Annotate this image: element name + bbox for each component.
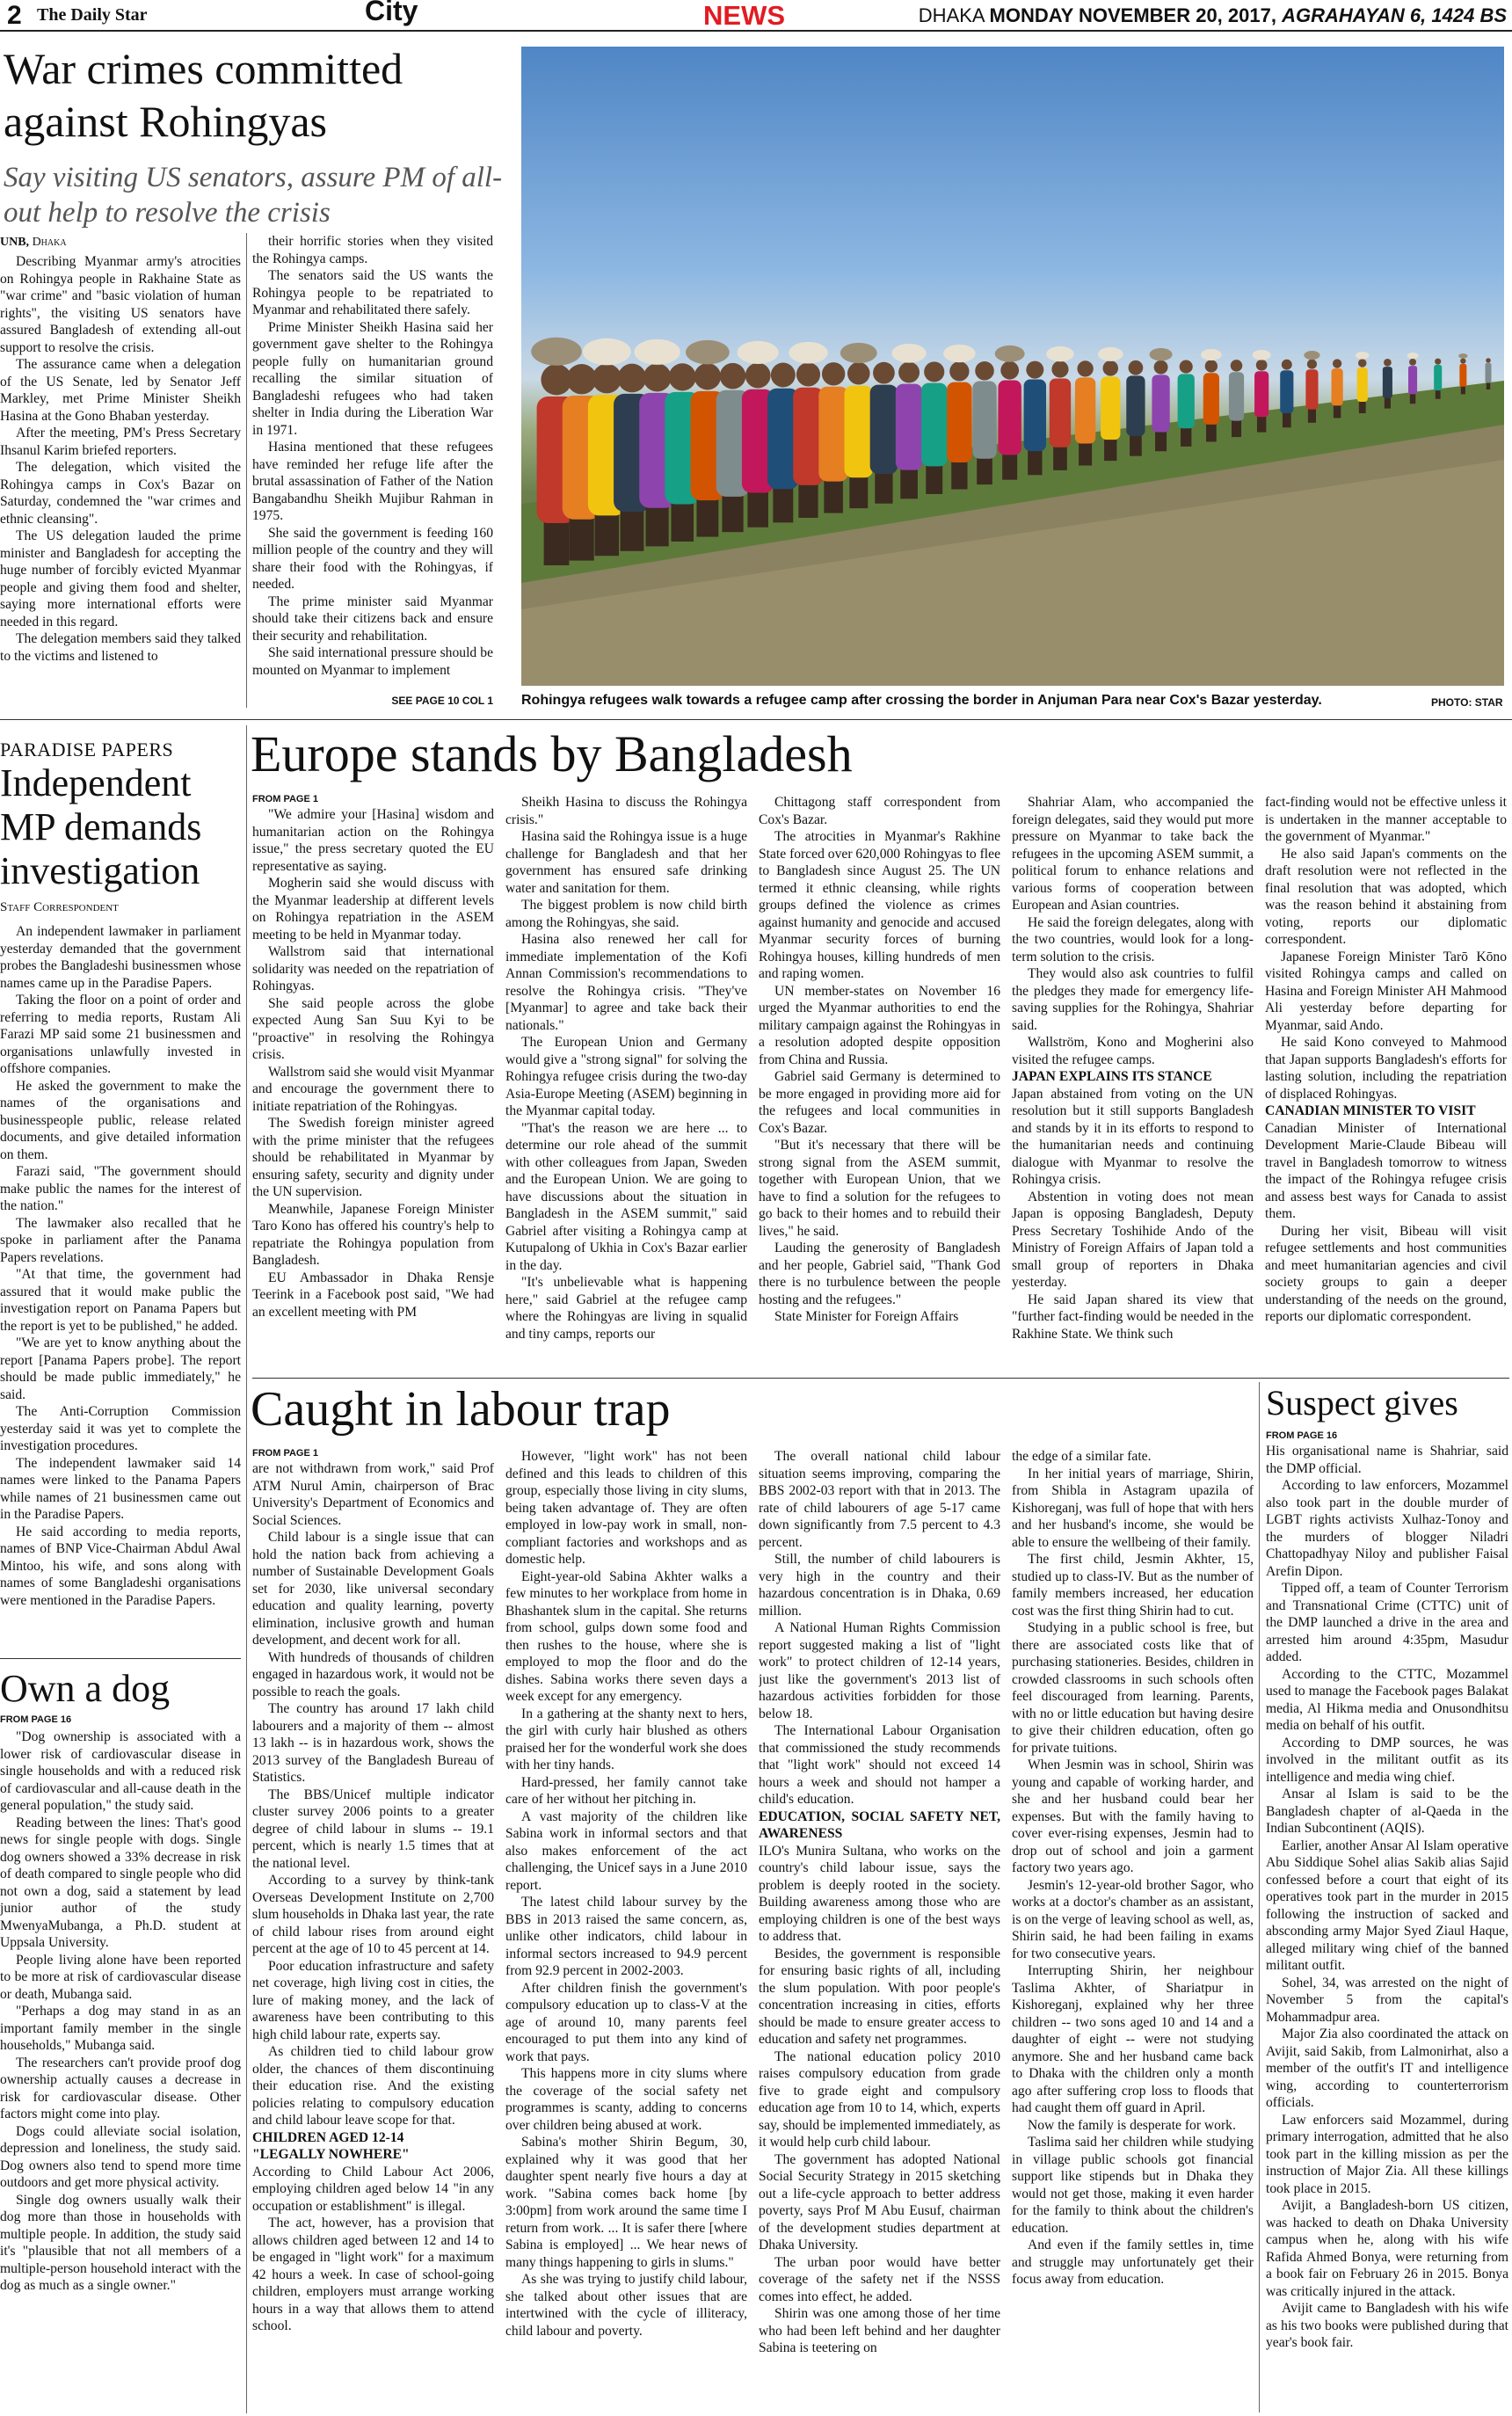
paragraph: "Perhaps a dog may stand in as an important family member in the single households," Mubanga said. — [0, 2004, 241, 2053]
europe-column-5-part-a — [1265, 794, 1507, 1102]
labour-column-1 — [252, 1460, 494, 2413]
paragraph: People living alone have been reported to be more at risk of cardiovascular disease or death, Mubanga said. — [0, 1952, 241, 2002]
dateline-date: MONDAY NOVEMBER 20, 2017, — [989, 4, 1283, 26]
paragraph: According to a survey by think-tank Overseas Development Institute on 2,700 slum households in Dhaka last year, the rate of child labour rises from around eight percent at the age of 10 to 45 percent at 14. — [252, 1873, 494, 1956]
paragraph: The atrocities in Myanmar's Rakhine State forced over 620,000 Rohingyas to flee to Bangladesh since August 25. The UN termed it ethnic cleansing, while rights groups defined the violence as crimes against humanity and genocide and accused Myanmar security forces of burning Rohingya houses, killing hundreds of men and raping women. — [759, 829, 1000, 981]
paragraph: Sheikh Hasina to discuss the Rohingya crisis." — [505, 795, 747, 827]
paragraph: Jesmin's 12-year-old brother Sagor, who works at a doctor's chamber as an assistant, is on the verge of leaving school as well, as, Shirin said, he had been failing in exams for two consecutive years. — [1012, 1877, 1254, 1961]
paragraph: Hasina said the Rohingya issue is a huge challenge for Bangladesh and that her government has ensured safe drinking water and sanitation for them. — [505, 829, 747, 896]
dog-jump-from: FROM PAGE 16 — [0, 1714, 72, 1725]
mp-byline: Staff Correspondent — [0, 900, 119, 914]
paragraph: Now the family is desperate for work. — [1028, 2117, 1236, 2133]
paragraph: Shirin was one among those of her time who had been left behind and her daughter Sabina is teetering on — [759, 2306, 1000, 2355]
paragraph: A National Human Rights Commission report suggested making a list of "light work" to protect children of 12-14 years, just like the government's 2013 list of hazardous activities forbidden for those below 18. — [759, 1620, 1000, 1721]
paragraph: When Jesmin was in school, Shirin was young and capable of working harder, and she and her husband could bear her expenses. But with the family having to cover ever-rising expenses, Jesmin had to drop out of school and join a garment factory two years ago. — [1012, 1757, 1254, 1875]
paragraph: Farazi said, "The government should make public the names for the interest of the nation." — [0, 1164, 241, 1213]
paragraph: The European Union and Germany would give a "strong signal" for solving the Rohingya refugee crisis during the two-day Asia-Europe Meeting (ASEM) beginning in the Myanmar capital today. — [505, 1035, 747, 1118]
paragraph: The country has around 17 lakh child labourers and a majority of them -- almost 13 lakh -- is in hazardous work, shows the 2013 survey of the Bangladesh Bureau of Statistics. — [252, 1701, 494, 1785]
paragraph: Japan abstained from voting on the UN resolution but it still supports Bangladesh and stands by it in its efforts to respond to the humanitarian needs and continuing dialogue with Myanmar to resolve the Rohingya crisis. — [1012, 1086, 1254, 1187]
paragraph: Single dog owners usually walk their dog more than those in households with multiple people. In addition, the study said it's "plausible that not all members of a multiple-person household interact with the dog as much as a single owner." — [0, 2192, 241, 2293]
paragraph: fact-finding would not be effective unless it is undertaken in the manner acceptable to the government of Myanmar." — [1265, 795, 1507, 844]
lead-dek: Say visiting US senators, assure PM of all-out help to resolve the crisis — [4, 162, 503, 229]
lead-byline-agency: UNB, — [0, 236, 33, 249]
paragraph: According to the CTTC, Mozammel used to manage the Facebook pages Balakat media, Al Hikma media and Onusondhitsu media on behalf of his outfit. — [1266, 1666, 1508, 1733]
suspect-column — [1266, 1443, 1508, 2413]
paragraph: The Anti-Corruption Commission yesterday said it was yet to complete the investigation procedures. — [0, 1404, 241, 1453]
lead-byline — [0, 236, 67, 250]
labour-subhead-1: CHILDREN AGED 12-14 — [252, 2129, 404, 2145]
europe-jump-from: FROM PAGE 1 — [252, 794, 318, 804]
paragraph: Tipped off, a team of Counter Terrorism and Transnational Crime (CTTC) unit of the DMP launched a drive in the area and arrested him around 4:35pm, Masudur added. — [1266, 1581, 1508, 1664]
paragraph: their horrific stories when they visited the Rohingya camps. — [252, 234, 493, 266]
paragraph: The act, however, has a provision that allows children aged between 12 and 14 to be engaged in "light work" for a maximum 42 hours a week. In case of school-going children, employers must arrange working hours in a way that allows them to attend school. — [252, 2216, 494, 2333]
paragraph: However, "light work" has not been defined and this leads to children of this group, especially those living in city slums, being taken advantage of. They are often employed in low-pay work in small, non-compliant factories and workshops and as domestic help. — [505, 1449, 747, 1567]
paragraph: "We are yet to know anything about the report [Panama Papers probe]. The report should be made public immediately," he said. — [0, 1335, 241, 1402]
news-label: NEWS — [703, 0, 785, 31]
paragraph: Gabriel said Germany is determined to be more engaged in providing more aid for the refugees and local communities in Cox's Bazar. — [759, 1069, 1000, 1136]
europe-column-5-part-b — [1265, 1120, 1507, 1326]
paragraph: Taslima said her children while studying in village public schools got financial support like stipends but in Dhaka they would not get those, making it even harder for the family to think about the children's education. — [1012, 2135, 1254, 2236]
suspect-headline: Suspect gives — [1266, 1383, 1458, 1423]
labour-column-3-part-b — [759, 1843, 1000, 2357]
paragraph: He said according to media reports, names of BNP Vice-Chairman Abdul Awal Mintoo, his wife, and sons along with names of some Bangladeshi organisations were mentioned in the Paradise Papers. — [0, 1524, 241, 1608]
paragraph: The Swedish foreign minister agreed with the prime minister that the refugees should be rehabilitated in Myanmar by ensuring safety, security and dignity under the UN supervision. — [252, 1116, 494, 1199]
paragraph: are not withdrawn from work," said Prof ATM Nurul Amin, chairperson of Brac University's Department of Economics and Social Sciences. — [252, 1461, 494, 1528]
paragraph: The lawmaker also recalled that he spoke in parliament after the Panama Papers revelations. — [0, 1215, 241, 1265]
column-rule — [246, 233, 247, 708]
labour-column-1-part-a — [252, 1460, 494, 2129]
labour-headline: Caught in labour trap — [251, 1382, 671, 1437]
dateline — [919, 4, 1507, 27]
paragraph: The overall national child labour situation seems improving, comparing the BBS 2002-03 report with that in 2013. The rate of child labourers of age 5-17 came down significantly from 7.5 percent to 4.3 percent. — [759, 1449, 1000, 1550]
europe-column-2 — [505, 794, 747, 1378]
paragraph: Taking the floor on a point of order and referring to media reports, Rustam Ali Farazi MP said some 21 businessmen and organisations unlawfully invested in offshore companies. — [0, 993, 241, 1076]
paragraph: As she was trying to justify child labour, she talked about other issues that are intertwined with the cycle of illiteracy, child labour and poverty. — [505, 2272, 747, 2339]
paragraph: Abstention in voting does not mean Japan is opposing Bangladesh, Deputy Press Secretary Toshihide Ando of the Ministry of Foreign Affairs of Japan told a small group of reporters in Dhaka yesterday. — [1012, 1189, 1254, 1290]
japan-subhead: JAPAN EXPLAINS ITS STANCE — [1012, 1069, 1212, 1084]
paragraph: Wallström, Kono and Mogherini also visited the refugee camps. — [1012, 1035, 1254, 1067]
paragraph: "At that time, the government had assured that it would make public the investigation report on Panama Papers but the report is yet to be published," he added. — [0, 1267, 241, 1334]
paragraph: An independent lawmaker in parliament yesterday demanded that the government probes the Bangladeshi businessmen whose names came up in the Paradise Papers. — [0, 924, 241, 991]
paragraph: Law enforcers said Mozammel, during primary interrogation, admitted that he also took part in the killing mission as per the instruction of Major Zia. All these killings took place in 2015. — [1266, 2112, 1508, 2196]
section-divider — [0, 719, 1512, 720]
paragraph: He said Japan shared its view that "further fact-finding would be needed in the Rakhine State. We think such — [1012, 1292, 1254, 1342]
paragraph: UN member-states on November 16 urged the Myanmar authorities to end the military campaign against the Rohingyas in a resolution adopted despite opposition from China and Russia. — [759, 983, 1000, 1067]
dog-column — [0, 1728, 241, 2414]
dog-headline: Own a dog — [0, 1667, 171, 1710]
lead-headline: War crimes committed against Rohingyas — [4, 44, 403, 146]
rohingya-refugees-photo — [521, 47, 1504, 686]
mp-kicker: PARADISE PAPERS — [0, 739, 174, 760]
paragraph: Lauding the generosity of Bangladesh and her people, Gabriel said, "Thank God there is no turbulence between the people hosting and the refugees." — [759, 1241, 1000, 1307]
paragraph: She said people across the globe expected Aung San Suu Kyi to be "proactive" in resolving the Rohingya crisis. — [252, 995, 494, 1062]
paragraph: Wallstrom said that international solidarity was needed on the repatriation of Rohingyas. — [252, 944, 494, 993]
paragraph: EU Ambassador in Dhaka Rensje Teerink in a Facebook post said, "We had an excellent meeting with PM — [252, 1270, 494, 1320]
paragraph: Ansar al Islam is said to be the Bangladesh chapter of al-Qaeda in the Indian Subcontinent (AQIS). — [1266, 1787, 1508, 1836]
paragraph: Sohel, 34, was arrested on the night of November 5 from the capital's Mohammadpur area. — [1266, 1975, 1508, 2025]
paragraph: They would also ask countries to fulfil the pledges they made for emergency life-saving supplies for the Rohingya, Shahriar said. — [1012, 966, 1254, 1033]
paragraph: In a gathering at the shanty next to hers, the girl with curly hair blushed as others praised her for the wonderful work she does with her tiny hands. — [505, 1706, 747, 1772]
labour-column-2 — [505, 1448, 747, 2413]
lead-byline-place: Dhaka — [32, 236, 67, 249]
paragraph: Sabina's mother Shirin Begum, 30, explained why it was good that her daughter spent nearly five hours a day at work. "Sabina comes back home [by 3:00pm] from work around the same time I return from work. ... It is safer there [where Sabina is employed] ... We hear news of many things happening to girls in slums." — [505, 2135, 747, 2270]
labour-column-3-part-a — [759, 1448, 1000, 1808]
paragraph: A vast majority of the children like Sabina work in informal sectors and that also makes enforcement of the act challenging, the Unicef says in a June 2010 report. — [505, 1808, 747, 1893]
paragraph: After the meeting, PM's Press Secretary Ihsanul Karim briefed reporters. — [0, 426, 241, 458]
paragraph: "We admire your [Hasina] wisdom and humanitarian action on the Rohingya issue," the press secretary quoted the EU representative as saying. — [252, 807, 494, 874]
paragraph: Interrupting Shirin, her neighbour Taslima Akhter, of Shariatpur in Kishoreganj, explained why her three children -- two sons aged 10 and 14 and a daughter of eight -- were not studying anymore. She and her husband came back to Dhaka with the children only a month ago after suffering crop loss to floods that had caught them off guard in April. — [1012, 1963, 1254, 2115]
mp-headline: Independent MP demands investigation — [0, 761, 202, 892]
paragraph: The International Labour Organisation that commissioned the study recommends that "light work" should not exceed 14 hours a week and should not hamper a child's education. — [759, 1723, 1000, 1807]
paragraph: In her initial years of marriage, Shirin, from Shibla in Astagram upazila of Kishoreganj, was full of hope that with hers and her husband's income, she would be able to ensure the wellbeing of their family. — [1012, 1466, 1254, 1550]
paragraph: His organisational name is Shahriar, said the DMP official. — [1266, 1444, 1508, 1476]
paragraph: The BBS/Unicef multiple indicator cluster survey 2006 points to a greater degree of child labour in slums -- 19.1 percent, which is nearly 1.5 times that at the national level. — [252, 1787, 494, 1871]
paragraph: Child labour is a single issue that can hold the nation back from achieving a number of Sustainable Development Goals set for 2030, like universal secondary education and quality learning, poverty elimination, inclusive growth and human development, and decent work for all. — [252, 1530, 494, 1648]
mp-column — [0, 923, 241, 1653]
paragraph: Earlier, another Ansar Al Islam operative Abu Siddique Sohel alias Sakib alias Sajid confessed before a court that eight of its operatives took part in the murder in 2015 following the instruction of sacked and absconding army Major Syed Ziaul Haque, alleged military wing chief of the banned militant outfit. — [1266, 1837, 1508, 1973]
lead-jump-line[interactable]: SEE PAGE 10 COL 1 — [391, 695, 493, 707]
paragraph: Hard-pressed, her family cannot take care of her without her pitching in. — [505, 1774, 747, 1807]
paragraph: The independent lawmaker said 14 names were linked to the Panama Papers while names of 21 businessmen came out in the Paradise Papers. — [0, 1455, 241, 1522]
paragraph: The delegation, which visited the Rohingya camps in Cox's Bazar on Saturday, condemned the "war crimes and ethnic cleansing". — [0, 460, 241, 527]
paragraph: And even if the family settles in, time and struggle may unfortunately get their focus away from education. — [1012, 2238, 1254, 2287]
photo-credit: PHOTO: STAR — [1431, 696, 1503, 709]
paragraph: According to law enforcers, Mozammel also took part in the double murder of LGBT rights activists Xulhaz-Tonoy and the murders of blogger Niladri Chattopadhyay Niloy and publisher Faisal Arefin Dipon. — [1266, 1478, 1508, 1579]
paragraph: Wallstrom said she would visit Myanmar and encourage the government there to initiate repatriation of the Rohingyas. — [252, 1064, 494, 1114]
paragraph: According to DMP sources, he was involved in the militant outfit as its intelligence and media wing chief. — [1266, 1735, 1508, 1785]
europe-column-4-part-a — [1012, 794, 1254, 1068]
labour-column-4 — [1012, 1448, 1254, 2413]
paragraph: Chittagong staff correspondent from Cox's Bazar. — [759, 795, 1000, 827]
paragraph: The latest child labour survey by the BBS in 2013 raised the same concern, as, unlike other indicators, child labour in informal sectors increased to 94.9 percent from 92.9 percent in 2002-2003. — [505, 1895, 747, 1978]
paragraph: Still, the number of child labourers is very high in the country and their hazardous concentration is in Dhaka, 0.69 million. — [759, 1552, 1000, 1619]
column-rule — [246, 725, 247, 2413]
labour-subhead-2: EDUCATION, SOCIAL SAFETY NET, AWARENESS — [759, 1808, 1000, 1841]
europe-column-4-part-b — [1012, 1086, 1254, 1343]
labour-jump-from: FROM PAGE 1 — [252, 1448, 318, 1459]
paragraph: During her visit, Bibeau will visit refugee settlements and host communities and meet humanitarian agencies and civil society groups to gain a deeper understanding of the needs on the ground, reports our diplomatic correspondent. — [1265, 1223, 1507, 1324]
paragraph: Studying in a public school is free, but there are associated costs like that of purchasing stationeries. Besides, children in crowded classrooms in such schools often feel discouraged from learning. Parents, with no or little education but having desire to give their children education, often go for private tuitions. — [1012, 1620, 1254, 1756]
labour-subhead-1b: "LEGALLY NOWHERE" — [252, 2147, 410, 2162]
paragraph: Japanese Foreign Minister Tarō Kōno visited Rohingya camps and called on Hasina and Foreign Minister AH Mahmood Ali yesterday before departing for Myanmar, said Ando. — [1265, 949, 1507, 1033]
paragraph: The US delegation lauded the prime minister and Bangladesh for accepting the huge number of forcibly evicted Myanmar people and giving them food and shelter, saying more international efforts were needed in this regard. — [0, 528, 241, 629]
paragraph: Avijit came to Bangladesh with his wife as his two books were published during that year's book fair. — [1266, 2301, 1508, 2350]
paragraph: The delegation members said they talked to the victims and listened to — [0, 631, 241, 664]
paragraph: This happens more in city slums where the coverage of the social safety net programmes is scanty, adding to concerns over children being abused at work. — [505, 2066, 747, 2133]
paragraph: The biggest problem is now child birth among the Rohingyas, she said. — [505, 898, 747, 930]
paragraph: State Minister for Foreign Affairs — [774, 1309, 959, 1324]
section-label: City — [365, 0, 418, 26]
paragraph: He also said Japan's comments on the draft resolution were not reflected in the final resolution that was adopted, which was the reason behind it abstaining from voting, reports our diplomatic correspondent. — [1265, 846, 1507, 947]
paragraph: Avijit, a Bangladesh-born US citizen, was hacked to death on Dhaka University campus when he, along with his wife Rafida Ahmed Bonya, were returning from a book fair on February 26 in 2015. Bonya was critically injured in the attack. — [1266, 2198, 1508, 2299]
europe-column-5 — [1265, 794, 1507, 1378]
paragraph: As children tied to child labour grow older, the chances of them discontinuing their education rise. And the existing policies relating to compulsory education and child labour leave scope for that. — [252, 2044, 494, 2128]
paragraph: Major Zia also coordinated the attack on Avijit, said Sakib, from Lalmonirhat, also a member of the outfit's IT and intelligence wing, according to counterterrorism officials. — [1266, 2027, 1508, 2110]
europe-headline: Europe stands by Bangladesh — [251, 725, 853, 782]
paragraph: Reading between the lines: That's good news for single people with dogs. Single dog owners showed a 33% decrease in risk of death compared to single people who did not own a dog, said a statement by lead junior author of the study MwenyaMubanga, a Ph.D. student at Uppsala University. — [0, 1815, 241, 1950]
paragraph: After children finish the government's compulsory education up to class-V at the age of around 10, many parents feel encouraged to put them into any kind of work that pays. — [505, 1980, 747, 2064]
paragraph: He said Kono conveyed to Mahmood that Japan supports Bangladesh's efforts for lasting solution, including the repatriation of displaced Rohingyas. — [1265, 1035, 1507, 1102]
paragraph: Hasina mentioned that these refugees have reminded her refuge life after the brutal assassination of Father of the Nation Bangabandhu Sheikh Mujibur Rahman in 1975. — [252, 440, 493, 523]
story-divider — [0, 1658, 241, 1659]
paragraph: Dogs could alleviate social isolation, depression and loneliness, the study said. Dog owners also tend to spend more time outdoors and get more physical activity. — [0, 2123, 241, 2190]
lead-column-2 — [252, 233, 493, 690]
paragraph: the edge of a similar fate. — [1012, 1449, 1152, 1464]
paragraph: She said the government is feeding 160 million people of the country and they will share their food with the Rohingyas, if needed. — [252, 525, 493, 592]
story-divider — [252, 1378, 1509, 1379]
canada-subhead: CANADIAN MINISTER TO VISIT — [1265, 1103, 1476, 1118]
europe-column-1 — [252, 806, 494, 1378]
paragraph: Shahriar Alam, who accompanied the foreign delegates, said they would put more pressure on Myanmar to take back the refugees in the upcoming ASEM summit, a political forum to enhance relations and various forms of cooperation between European and Asian countries. — [1012, 795, 1254, 913]
europe-column-4 — [1012, 794, 1254, 1378]
paragraph: "That's the reason we are here ... to determine our role ahead of the summit with other colleagues from Japan, Sweden and the European Union. We are going to have discussions about the situation in Bangladesh in the ASEM summit," said Gabriel after visiting a Rohingya camp at Kutupalong of Ukhia in Cox's Bazar earlier in the day. — [505, 1120, 747, 1273]
paragraph: He said the foreign delegates, along with the two countries, would look for a long-term solution to the crisis. — [1012, 914, 1254, 964]
paragraph: Besides, the government is responsible for ensuring basic rights of all, including the slum population. With poor people's concentration increasing in cities, efforts should be made to ensure greater access to education and safety net programmes. — [759, 1946, 1000, 2047]
paragraph: The researchers can't provide proof dog ownership actually causes a decrease in risk for cardiovascular disease. Other factors might come into play. — [0, 2055, 241, 2121]
paragraph: She said international pressure should be mounted on Myanmar to implement — [252, 645, 493, 678]
paragraph: The prime minister said Myanmar should take their citizens back and ensure their security and rehabilitation. — [252, 593, 493, 644]
paragraph: The government has adopted National Social Security Strategy in 2015 sketching out a life-cycle approach to better address poverty, says Prof M Abu Eusuf, chairman of the development studies department at Dhaka University. — [759, 2151, 1000, 2252]
paragraph: Hasina also renewed her call for immediate implementation of the Kofi Annan Commission's recommendations to resolve the Rohingya crisis. "They've [Myanmar] to agree and take back their nationals." — [505, 932, 747, 1033]
suspect-jump-from: FROM PAGE 16 — [1266, 1430, 1338, 1441]
paragraph: According to Child Labour Act 2006, employing children aged below 14 "in any occupation or establishment" is illegal. — [252, 2164, 494, 2214]
paragraph: Mogherin said she would discuss with the Myanmar leadership at different levels on Rohingya repatriation in the ASEM meeting to be held in Myanmar today. — [252, 876, 494, 942]
labour-column-3 — [759, 1448, 1000, 2413]
photo-caption: Rohingya refugees walk towards a refugee camp after crossing the border in Anjuman Para near Cox's Bazar yesterday. — [521, 693, 1322, 708]
paragraph: Canadian Minister of International Development Marie-Claude Bibeau will travel in Bangladesh tomorrow to witness the impact of the Rohingya refugee crisis and assess best ways for Canada to assist them. — [1265, 1120, 1507, 1221]
photo-illustration — [521, 47, 1504, 686]
paragraph: He asked the government to make the names of the organisations and businesspeople public, release related documents, and give detailed information on them. — [0, 1078, 241, 1162]
paragraph: The assurance came when a delegation of the US Senate, led by Senator Jeff Markley, met Prime Minister Sheikh Hasina at the Gono Bhaban yesterday. — [0, 357, 241, 424]
paragraph: "Dog ownership is associated with a lower risk of cardiovascular disease in single households and with a reduced risk of cardiovascular and all-cause death in the general population," the study said. — [0, 1729, 241, 1813]
paragraph: Eight-year-old Sabina Akhter walks a few minutes to her workplace from home in Bhashantek slum in the capital. She returns from school, gulps down some food and then rushes to the house, where she is employed to mop the floor and do the dishes. Sabina works there seven days a week except for any emergency. — [505, 1568, 747, 1704]
paragraph: "But it's necessary that there will be strong signal from the ASEM summit, together with European Union, that we have to find a solution for the refugees to go back to their homes and to rebuild their lives," he said. — [759, 1138, 1000, 1239]
paragraph: The national education policy 2010 raises compulsory education from grade five to grade eight and compulsory education age from 10 to 14, which, experts say, should be implemented immediately, as it would help curb child labour. — [759, 2049, 1000, 2150]
paragraph: Poor education infrastructure and safety net coverage, high living cost in cities, the lure of making money, and the lack of awareness have been contributing to this high child labour rate, experts say. — [252, 1958, 494, 2042]
paragraph: "It's unbelievable what is happening here," said Gabriel at the refugee camp where the Rohingyas are living in squalid and tiny camps, reports our — [505, 1275, 747, 1342]
labour-column-1-part-b — [252, 2164, 494, 2335]
newspaper-logo: The Daily Star — [37, 5, 148, 25]
paragraph: ILO's Munira Sultana, who works on the country's child labour issue, says the problem is deeply rooted in the society. Building awareness among those who are employing children is one of the best ways to address that. — [759, 1843, 1000, 1944]
column-rule — [1259, 1382, 1260, 2412]
paragraph: The first child, Jesmin Akhter, 15, studied up to class-IV. But as the number of family members increased, her education cost was the first thing Shirin had to cut. — [1012, 1552, 1254, 1619]
paragraph: The urban poor would have better coverage of the safety net if the NSSS comes into effect, he added. — [759, 2254, 1000, 2304]
paragraph: Prime Minister Sheikh Hasina said her government gave shelter to the Rohingya people fully on humanitarian ground recalling the similar situation of Bangladeshi refugees who had taken shelter in India during the Liberation War in 1971. — [252, 319, 493, 438]
paragraph: The senators said the US wants the Rohingya people to be repatriated to Myanmar and rehabilitated there safely. — [252, 268, 493, 317]
page-number: 2 — [7, 1, 22, 30]
dateline-bangla: AGRAHAYAN 6, 1424 BS — [1282, 4, 1507, 26]
europe-column-3 — [759, 794, 1000, 1378]
dateline-place: DHAKA — [918, 4, 990, 26]
lead-column-1 — [0, 253, 241, 707]
paragraph: Meanwhile, Japanese Foreign Minister Taro Kono has offered his country's help to repatriate the Rohingya population from Bangladesh. — [252, 1201, 494, 1268]
paragraph: With hundreds of thousands of children engaged in hazardous work, it would not be possible to reach the goals. — [252, 1649, 494, 1699]
paragraph: Describing Myanmar army's atrocities on Rohingya people in Rakhaine State as "war crime" and "basic violation of human rights", the visiting US senators have assured Bangladesh of extending all-out support to resolve the crisis. — [0, 254, 241, 355]
